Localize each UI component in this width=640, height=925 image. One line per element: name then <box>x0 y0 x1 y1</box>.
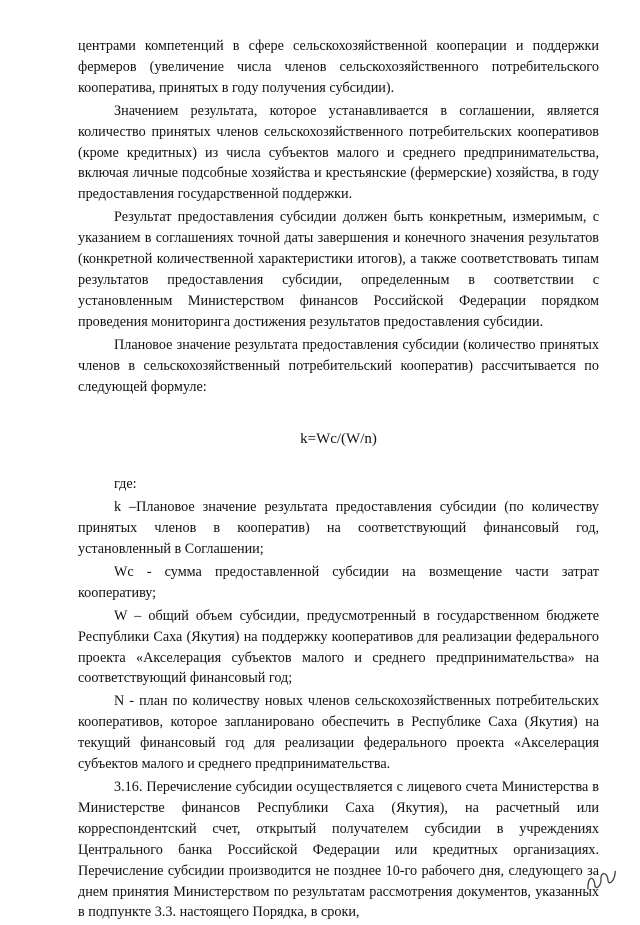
definition-wc: Wc - сумма предоставленной субсидии на возмещение части затрат кооперативу; <box>78 563 599 601</box>
formula: k=Wc/(W/n) <box>300 431 377 448</box>
paragraph-3-16: 3.16. Перечисление субсидии осуществляется с лицевого счета Министерства в Министерстве финансов Республики Саха (Якутия), на расчетный или корреспондентский счет, открытый получателем субсидии в учреждениях Центрального банка Российской Федерации или кредитных организациях. Перечисление субсидии производится не позднее 10-го рабочего дня, следующего за днем принятия Министерством по результатам рассмотрения документов, указанных в подпункте 3.3. настоящего Порядка, в сроки, <box>78 779 599 921</box>
paragraph-where: где: <box>114 476 137 493</box>
document-page <box>78 36 599 925</box>
paragraph-result-value: Значением результата, которое устанавливается в соглашении, является количество принятых членов сельскохозяйственного потребительских кооперативов (кроме кредитных) из числа субъектов малого и среднего предпринимательства, включая личные подсобные хозяйства и крестьянские (фермерские) хозяйства, в году предоставления государственной поддержки. <box>78 102 599 203</box>
paragraph-planned-value: Плановое значение результата предоставления субсидии (количество принятых членов в сельскохозяйственный потребительский кооператив) рассчитывается по следующей формуле: <box>78 336 599 395</box>
paragraph-intro-continuation: центрами компетенций в сфере сельскохозяйственной кооперации и поддержки фермеров (увеличение числа членов сельскохозяйственного потребительского кооператива, принятых в году получения субсидии). <box>78 38 599 96</box>
paragraph-result-requirements: Результат предоставления субсидии должен быть конкретным, измеримым, с указанием в соглашениях точной даты завершения и конечного значения результатов (конкретной количественной характеристики итогов), а также соответствовать типам результатов предоставления субсидии, определенным в соответствии с установленным Министерством финансов Российской Федерации порядком проведения мониторинга достижения результатов предоставления субсидии. <box>78 209 599 330</box>
definition-n: N - план по количеству новых членов сельскохозяйственных потребительских кооперативов, которое запланировано обеспечить в Республике Саха (Якутия) на текущий финансовый год для реализации федерального проекта «Акселерация субъектов малого и среднего предпринимательства. <box>78 693 599 773</box>
definition-w: W – общий объем субсидии, предусмотренный в государственном бюджете Республики Саха (Якутия) на поддержку кооперативов для реализации федерального проекта «Акселерация субъектов малого и среднего предпринимательства» на соответствующий финансовый год; <box>78 607 599 687</box>
definition-k: k –Плановое значение результата предоставления субсидии (по количеству принятых членов в кооператив) на соответствующий финансовый год, установленный в Соглашении; <box>78 499 599 558</box>
